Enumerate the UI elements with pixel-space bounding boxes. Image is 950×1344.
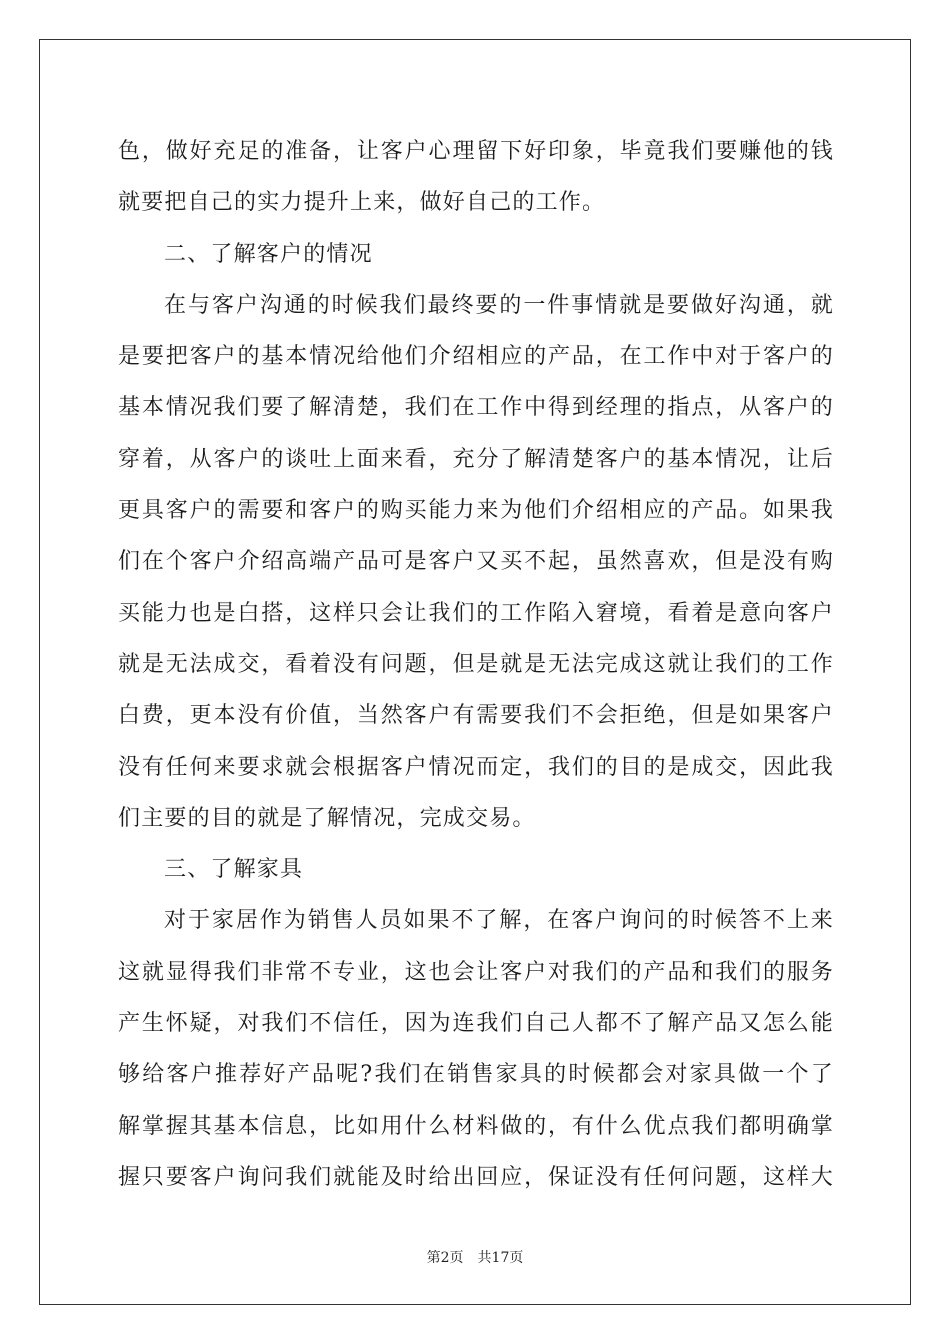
paragraph-line: 够给客户推荐好产品呢?我们在销售家具的时候都会对家具做一个了 (118, 1062, 834, 1088)
page-number: 第2页 (426, 1250, 464, 1266)
paragraph-line: 是要把客户的基本情况给他们介绍相应的产品，在工作中对于客户的 (118, 344, 834, 370)
paragraph-line: 解掌握其基本信息，比如用什么材料做的，有什么优点我们都明确掌 (118, 1113, 834, 1139)
document-body (118, 126, 834, 1203)
page-footer (0, 1247, 950, 1267)
paragraph-line: 买能力也是白搭，这样只会让我们的工作陷入窘境，看着是意向客户 (118, 600, 834, 626)
paragraph-line: 产生怀疑，对我们不信任，因为连我们自己人都不了解产品又怎么能 (118, 1011, 834, 1037)
paragraph-line: 握只要客户询问我们就能及时给出回应，保证没有任何问题，这样大 (118, 1164, 834, 1190)
paragraph-first-line: 在与客户沟通的时候我们最终要的一件事情就是要做好沟通，就 (164, 292, 834, 318)
page-total: 共17页 (477, 1250, 524, 1266)
paragraph-line: 们在个客户介绍高端产品可是客户又买不起，虽然喜欢，但是没有购 (118, 549, 834, 575)
paragraph-last-line: 就要把自己的实力提升上来，做好自己的工作。 (118, 190, 606, 216)
paragraph-first-line: 对于家居作为销售人员如果不了解，在客户询问的时候答不上来 (164, 908, 834, 934)
section-heading: 三、了解家具 (164, 857, 304, 883)
paragraph-line: 基本情况我们要了解清楚，我们在工作中得到经理的指点，从客户的 (118, 395, 834, 421)
paragraph-line: 更具客户的需要和客户的购买能力来为他们介绍相应的产品。如果我 (118, 498, 834, 524)
paragraph-last-line: 们主要的目的就是了解情况，完成交易。 (118, 805, 536, 831)
section-heading: 二、了解客户的情况 (164, 241, 373, 267)
paragraph-line: 没有任何来要求就会根据客户情况而定，我们的目的是成交，因此我 (118, 754, 834, 780)
paragraph-line: 白费，更本没有价值，当然客户有需要我们不会拒绝，但是如果客户 (118, 703, 834, 729)
paragraph-line: 色，做好充足的准备，让客户心理留下好印象，毕竟我们要赚他的钱 (118, 139, 834, 164)
paragraph-line: 穿着，从客户的谈吐上面来看，充分了解清楚客户的基本情况，让后 (118, 446, 834, 472)
paragraph-line: 就是无法成交，看着没有问题，但是就是无法完成这就让我们的工作 (118, 651, 834, 677)
paragraph-line: 这就显得我们非常不专业，这也会让客户对我们的产品和我们的服务 (118, 959, 834, 985)
